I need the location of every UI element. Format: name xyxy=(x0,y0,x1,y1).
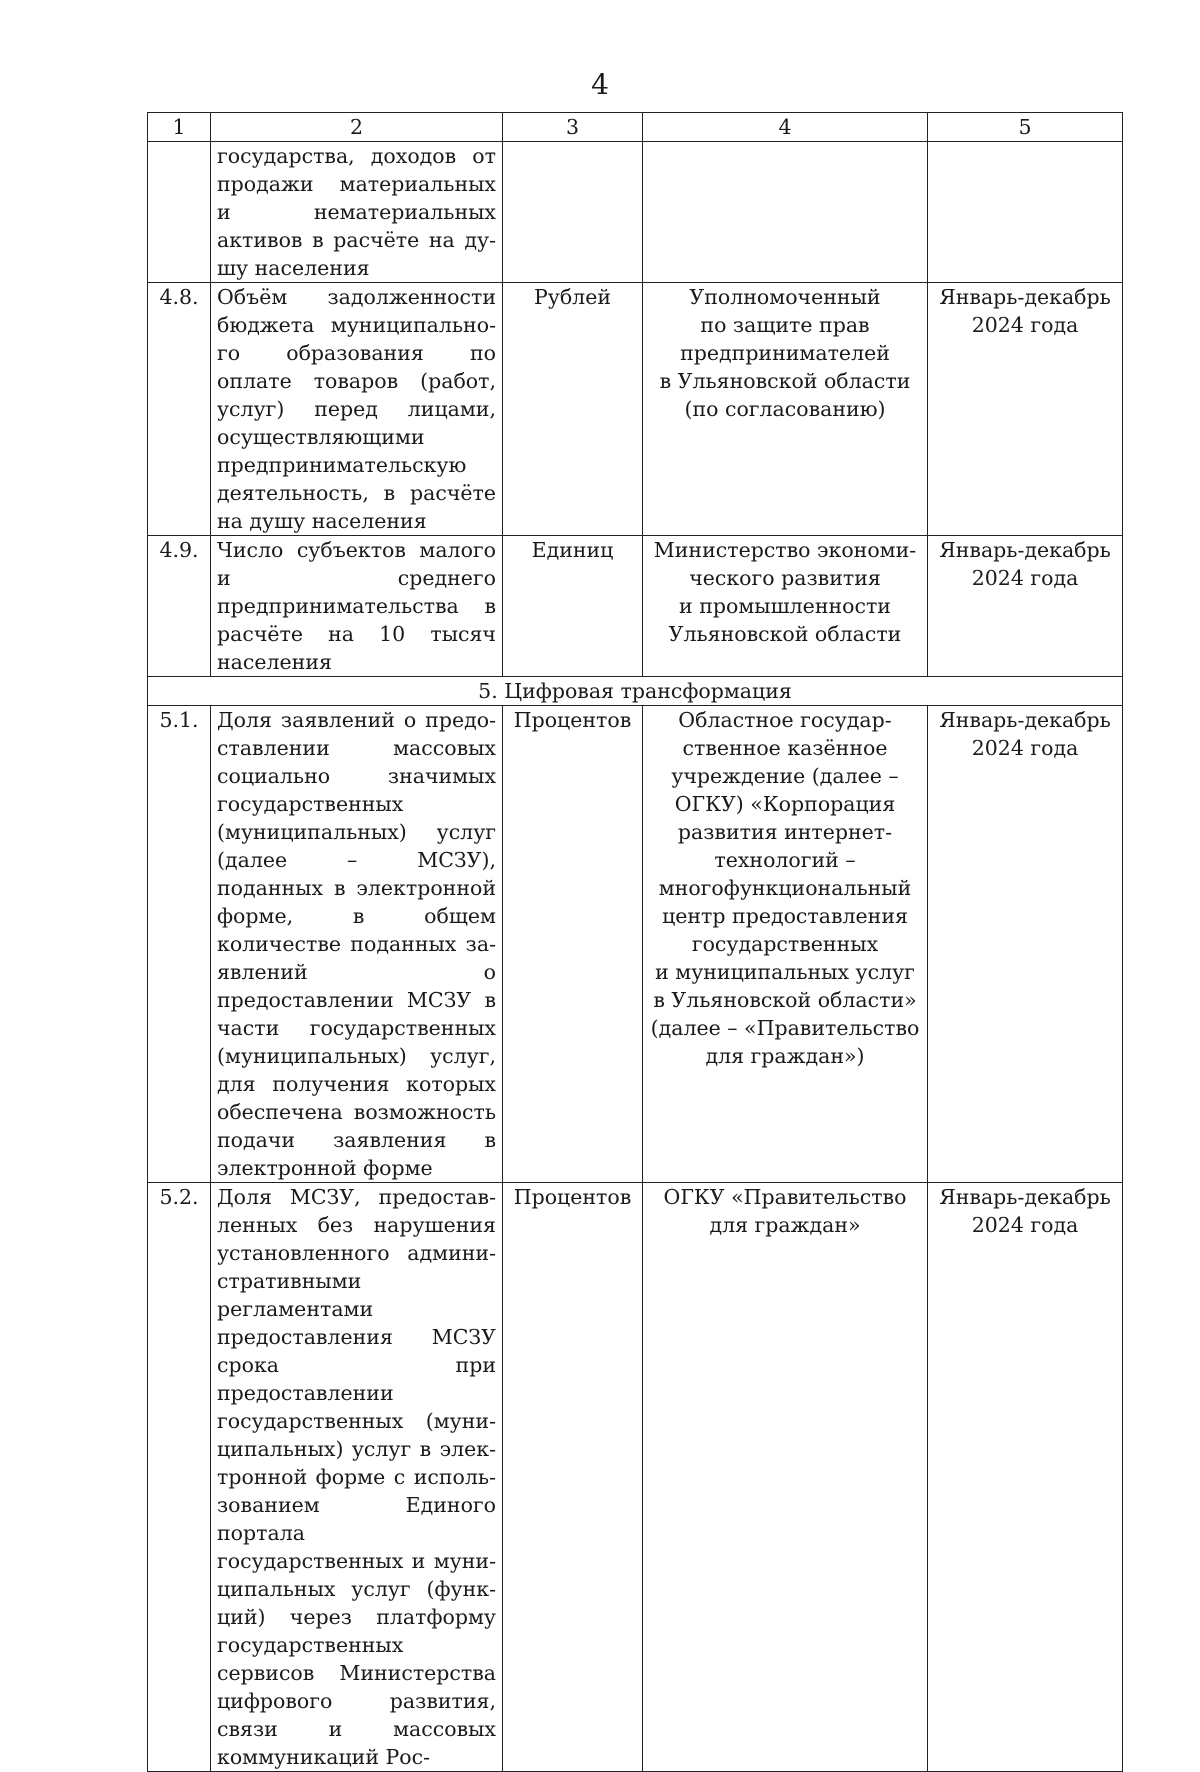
row-number: 4.8. xyxy=(148,283,211,536)
responsible-cell: Областное государ- ственное казённое учреждение (далее – ОГКУ) «Корпорация развития интернет- технологий – многофункциональный центр предоставления государственных и муниципальных услуг в Ульяновской области» (далее – «Правительство для граждан») xyxy=(643,706,928,1183)
table-row xyxy=(148,283,1123,536)
responsible-cell: ОГКУ «Правительство для граждан» xyxy=(643,1183,928,1772)
unit-cell: Единиц xyxy=(503,536,643,677)
table-header-row xyxy=(148,113,1123,142)
unit-cell: Процентов xyxy=(503,706,643,1183)
indicator-cell: Объём задолженности бюджета муниципального образования по оплате товаров (работ, услуг) перед лицами, осуществляющими предпринимательскую деятельность, в расчёте на душу населения xyxy=(211,283,503,536)
indicator-cell: Доля МСЗУ, предоставленных без нарушения установленного административными регламентами предоставления МСЗУ срока при предоставлении государственных (муниципальных) услуг в электронной форме с использованием Единого портала государственных и муниципальных услуг (функций) через платформу государственных сервисов Министерства цифрового развития, связи и массовых коммуникаций Рос- xyxy=(211,1183,503,1772)
indicator-cell: Доля заявлений о предоставлении массовых социально значимых государственных (муниципальных) услуг (далее – МСЗУ), поданных в электронной форме, в общем количестве поданных заявлений о предоставлении МСЗУ в части государственных (муниципальных) услуг, для получения которых обеспечена возможность подачи заявления в электронной форме xyxy=(211,706,503,1183)
header-cell: 2 xyxy=(211,113,503,142)
unit-cell: Рублей xyxy=(503,283,643,536)
period-cell: Январь-декабрь 2024 года xyxy=(928,536,1123,677)
header-cell: 4 xyxy=(643,113,928,142)
page-number: 4 xyxy=(591,68,609,101)
responsible-cell: Уполномоченный по защите прав предпринимателей в Ульяновской области (по согласованию) xyxy=(643,283,928,536)
row-number xyxy=(148,142,211,283)
period-cell xyxy=(928,142,1123,283)
row-number: 5.1. xyxy=(148,706,211,1183)
indicators-table xyxy=(147,112,1123,1772)
row-number: 4.9. xyxy=(148,536,211,677)
period-cell: Январь-декабрь 2024 года xyxy=(928,283,1123,536)
section-row xyxy=(148,677,1123,706)
table-row xyxy=(148,1183,1123,1772)
table-row xyxy=(148,706,1123,1183)
header-cell: 5 xyxy=(928,113,1123,142)
unit-cell: Процентов xyxy=(503,1183,643,1772)
section-title: 5. Цифровая трансформация xyxy=(148,677,1123,706)
period-cell: Январь-декабрь 2024 года xyxy=(928,706,1123,1183)
header-cell: 3 xyxy=(503,113,643,142)
header-cell: 1 xyxy=(148,113,211,142)
row-number: 5.2. xyxy=(148,1183,211,1772)
indicator-cell: государства, доходов от продажи материальных и нематериальных активов в расчёте на душу населения xyxy=(211,142,503,283)
responsible-cell xyxy=(643,142,928,283)
table-row xyxy=(148,142,1123,283)
responsible-cell: Министерство экономи- ческого развития и промышленности Ульяновской области xyxy=(643,536,928,677)
table-row xyxy=(148,536,1123,677)
unit-cell xyxy=(503,142,643,283)
period-cell: Январь-декабрь 2024 года xyxy=(928,1183,1123,1772)
indicator-cell: Число субъектов малого и среднего предпринимательства в расчёте на 10 тысяч населения xyxy=(211,536,503,677)
